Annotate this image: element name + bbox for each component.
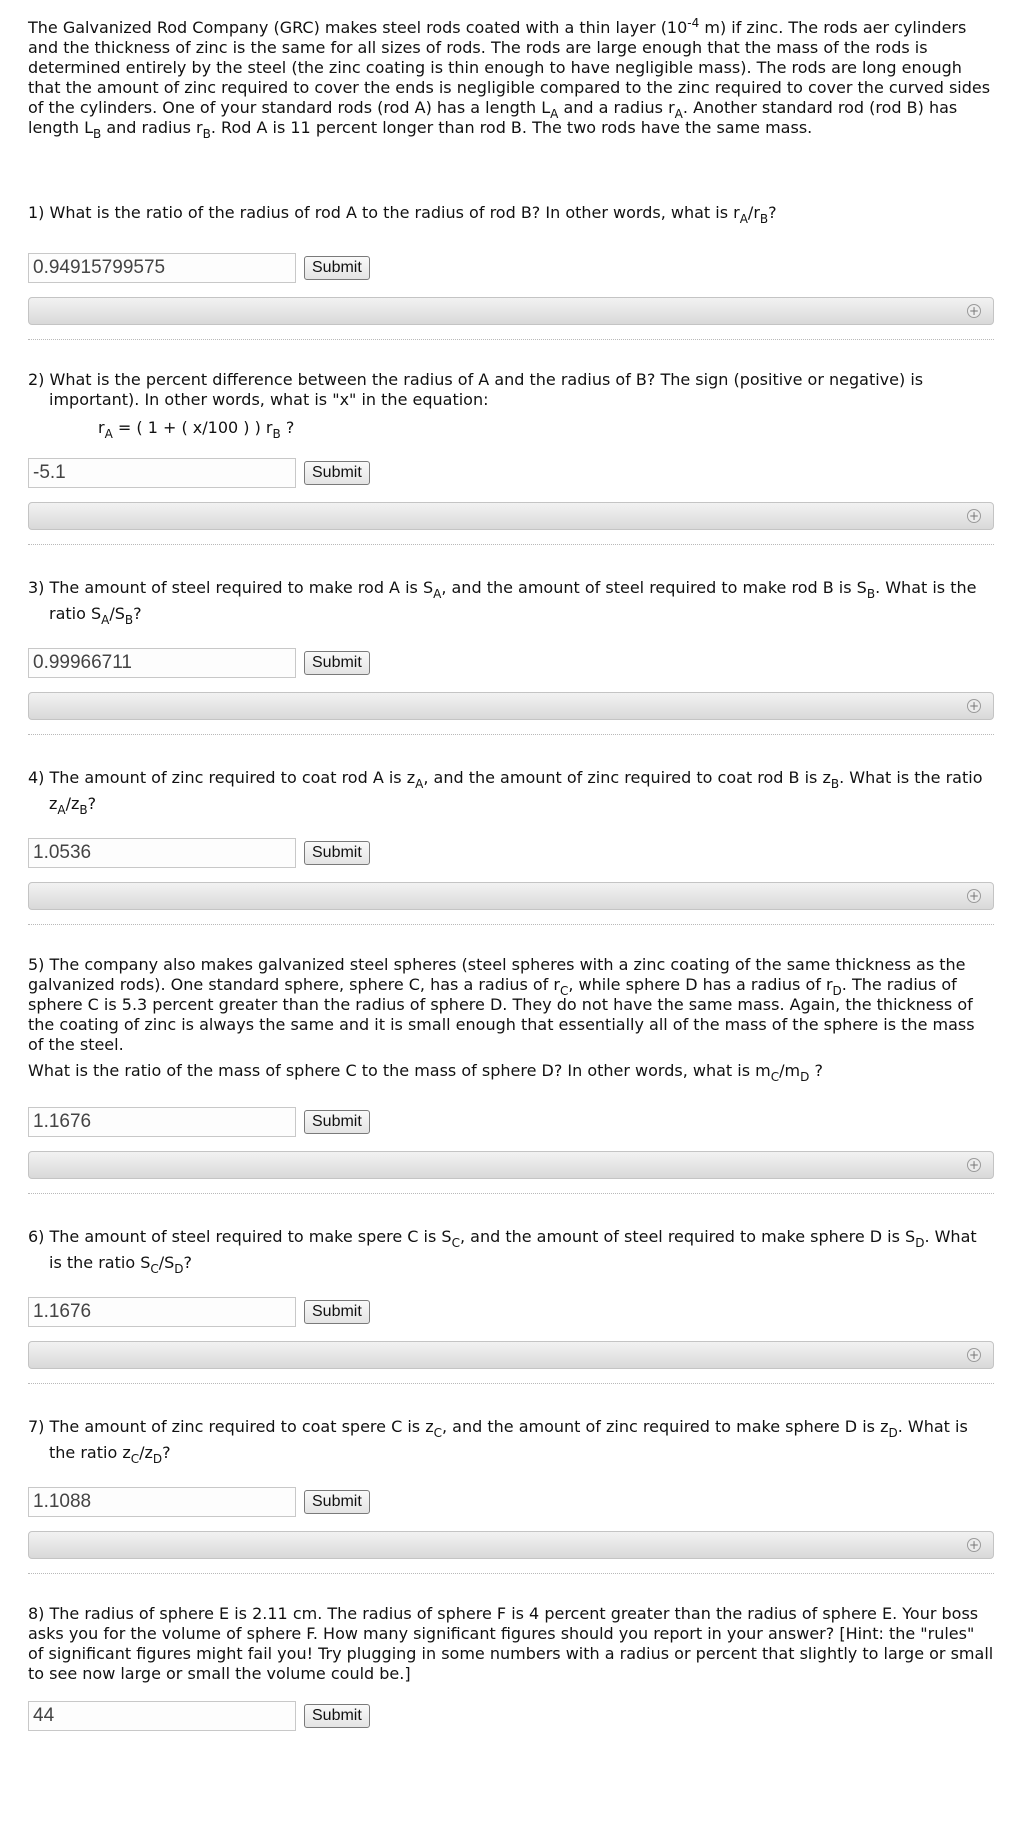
question-3-text: 3) The amount of steel required to make rod A is $S_A$, and the amount of steel required to make rod B is $S_B$. What is the ratio $S_A/S_B$? <box>28 578 977 627</box>
question-4 <box>28 765 994 925</box>
question-2-text: 2) What is the percent difference between the radius of A and the radius of B? The sign (positive or negative) is important). In other words, what is "x" in the equation: <box>28 370 924 409</box>
question-1-text: 1) What is the ratio of the radius of rod A to the radius of rod B? In other words, what is $r_A/r_B$? <box>28 203 777 226</box>
answer-row-7 <box>28 1486 994 1518</box>
question-8 <box>28 1604 994 1732</box>
question-5 <box>28 955 994 1194</box>
submit-button-5[interactable]: Submit <box>304 1110 370 1134</box>
submit-button-7[interactable]: Submit <box>304 1490 370 1514</box>
question-6-text: 6) The amount of steel required to make spere C is $S_C$, and the amount of steel required to make sphere D is $S_D$. What is the ratio $S_C/S_D$? <box>28 1227 977 1276</box>
submit-button-4[interactable]: Submit <box>304 841 370 865</box>
feedback-bar-1[interactable] <box>28 297 994 325</box>
expand-plus-icon[interactable]: + <box>968 1538 980 1552</box>
answer-input-5[interactable] <box>28 1107 296 1137</box>
question-7 <box>28 1414 994 1574</box>
expand-plus-icon[interactable]: + <box>968 1158 980 1172</box>
answer-row-3 <box>28 647 994 679</box>
answer-input-8[interactable] <box>28 1701 296 1731</box>
answer-input-2[interactable] <box>28 458 296 488</box>
question-7-text: 7) The amount of zinc required to coat spere C is $z_C$, and the amount of zinc required to make sphere D is $z_D$. What is the ratio $z_C/z_D$? <box>28 1417 968 1466</box>
answer-input-1[interactable] <box>28 253 296 283</box>
answer-input-4[interactable] <box>28 838 296 868</box>
submit-button-1[interactable]: Submit <box>304 256 370 280</box>
question-6 <box>28 1224 994 1384</box>
feedback-bar-2[interactable] <box>28 502 994 530</box>
expand-plus-icon[interactable]: + <box>968 699 980 713</box>
submit-button-3[interactable]: Submit <box>304 651 370 675</box>
submit-button-2[interactable]: Submit <box>304 461 370 485</box>
expand-plus-icon[interactable]: + <box>968 1348 980 1362</box>
expand-plus-icon[interactable]: + <box>968 304 980 318</box>
question-8-text: 8) The radius of sphere E is 2.11 cm. The radius of sphere F is 4 percent greater than the radius of sphere E. Your boss asks you for the volume of sphere F. How many significant figures should you report in your answer? [Hint: the "rules" of significant figures might fail you! Try plugging in some numbers with a radius or percent that slightly to large or small to see now large or small the volume could be.] <box>28 1604 994 1683</box>
answer-row-8 <box>28 1700 994 1732</box>
answer-row-2 <box>28 457 994 489</box>
answer-row-5 <box>28 1106 994 1138</box>
answer-input-3[interactable] <box>28 648 296 678</box>
submit-button-6[interactable]: Submit <box>304 1300 370 1324</box>
submit-button-8[interactable]: Submit <box>304 1704 370 1728</box>
answer-input-7[interactable] <box>28 1487 296 1517</box>
question-5-ask: What is the ratio of the mass of sphere C to the mass of sphere D? In other words, what is $m_C/m_D$ ? <box>28 1061 823 1084</box>
feedback-bar-4[interactable] <box>28 882 994 910</box>
feedback-bar-5[interactable] <box>28 1151 994 1179</box>
expand-plus-icon[interactable]: + <box>968 889 980 903</box>
answer-input-6[interactable] <box>28 1297 296 1327</box>
answer-row-4 <box>28 837 994 869</box>
problem-intro: The Galvanized Rod Company (GRC) makes steel rods coated with a thin layer ($10^{-4}$ m) if zinc. The rods aer cylinders and the thickness of zinc is the same for all sizes of rods. The rods are large enough that the mass of the rods is determined entirely by the steel (the zinc coating is thin enough to have negligible mass). The rods are long enough that the amount of zinc required to cover the ends is negligible compared to the zinc required to cover the curved sides of the cylinders. One of your standard rods (rod A) has a length $L_A$ and a radius $r_A$. Another standard rod (rod B) has length $L_B$ and radius $r_B$. Rod A is 11 percent longer than rod B. The two rods have the same mass. <box>28 16 991 141</box>
question-4-text: 4) The amount of zinc required to coat rod A is $z_A$, and the amount of zinc required to coat rod B is $z_B$. What is the ratio $z_A/z_B$? <box>28 768 983 817</box>
question-5-text: 5) The company also makes galvanized steel spheres (steel spheres with a zinc coating of the same thickness as the galvanized rods). One standard sphere, sphere C, has a radius of $r_C$, while sphere D has a radius of $r_D$. The radius of sphere C is 5.3 percent greater than the radius of sphere D. They do not have the same mass. Again, the thickness of the coating of zinc is always the same and it is small enough that essentially all of the mass of the sphere is the mass of the steel. <box>28 955 975 1054</box>
question-2 <box>28 370 994 545</box>
feedback-bar-7[interactable] <box>28 1531 994 1559</box>
question-2-formula: $r_A$ = ( 1 + ( x/100 ) ) $r_B$ ? <box>98 418 295 441</box>
answer-row-6 <box>28 1296 994 1328</box>
question-1 <box>28 200 994 340</box>
answer-row-1 <box>28 252 994 284</box>
expand-plus-icon[interactable]: + <box>968 509 980 523</box>
question-3 <box>28 575 994 735</box>
feedback-bar-6[interactable] <box>28 1341 994 1369</box>
feedback-bar-3[interactable] <box>28 692 994 720</box>
